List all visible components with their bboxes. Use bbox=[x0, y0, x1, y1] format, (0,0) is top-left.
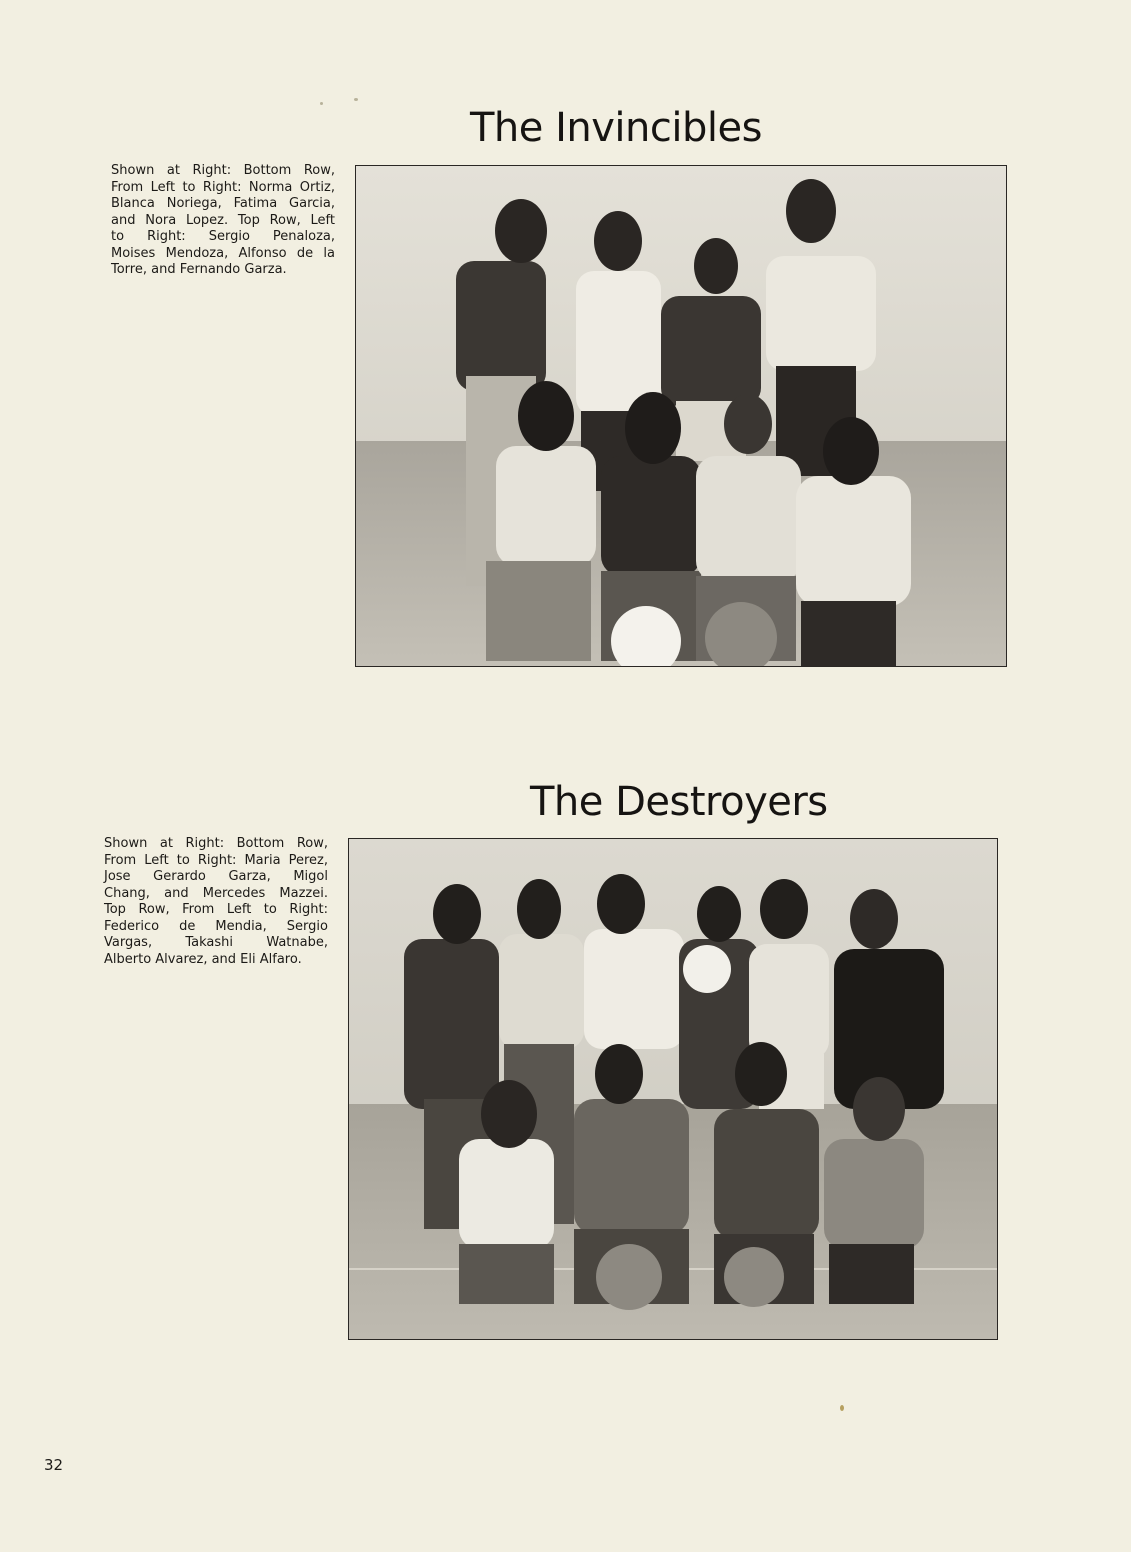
caption-line: Federico de Mendia, Sergio bbox=[104, 918, 328, 934]
page-number: 32 bbox=[44, 1456, 64, 1474]
caption-line: Shown at Right: Bottom Row, bbox=[111, 163, 335, 178]
caption-line: From Left to Right: Norma Ortiz, bbox=[111, 179, 335, 195]
caption-line: Torre, and Fernando Garza. bbox=[111, 262, 287, 277]
team-photo-invincibles bbox=[355, 165, 1007, 667]
caption-line: Shown at Right: Bottom Row, bbox=[104, 836, 328, 851]
caption-line: Vargas, Takashi Watnabe, bbox=[104, 935, 328, 950]
caption-line: Alberto Alvarez, and Eli Alfaro. bbox=[104, 951, 302, 967]
caption-line: and Nora Lopez. Top Row, Left bbox=[111, 212, 335, 228]
caption-line: to Right: Sergio Penaloza, bbox=[111, 229, 335, 244]
caption-line: Blanca Noriega, Fatima Garcia, bbox=[111, 196, 335, 211]
caption-line: Chang, and Mercedes Mazzei. bbox=[104, 885, 328, 901]
section-title-destroyers: The Destroyers bbox=[530, 779, 828, 825]
section-title-invincibles: The Invincibles bbox=[470, 105, 762, 151]
paper-speck bbox=[840, 1405, 844, 1411]
paper-speck bbox=[354, 98, 358, 101]
photo-caption-destroyers bbox=[104, 836, 328, 968]
caption-line: Top Row, From Left to Right: bbox=[104, 902, 328, 917]
caption-line: From Left to Right: Maria Perez, bbox=[104, 852, 328, 868]
paper-speck bbox=[320, 102, 323, 105]
team-photo-destroyers bbox=[348, 838, 998, 1340]
caption-line: Jose Gerardo Garza, Migol bbox=[104, 869, 328, 884]
caption-line: Moises Mendoza, Alfonso de la bbox=[111, 245, 335, 261]
photo-caption-invincibles bbox=[111, 163, 335, 279]
